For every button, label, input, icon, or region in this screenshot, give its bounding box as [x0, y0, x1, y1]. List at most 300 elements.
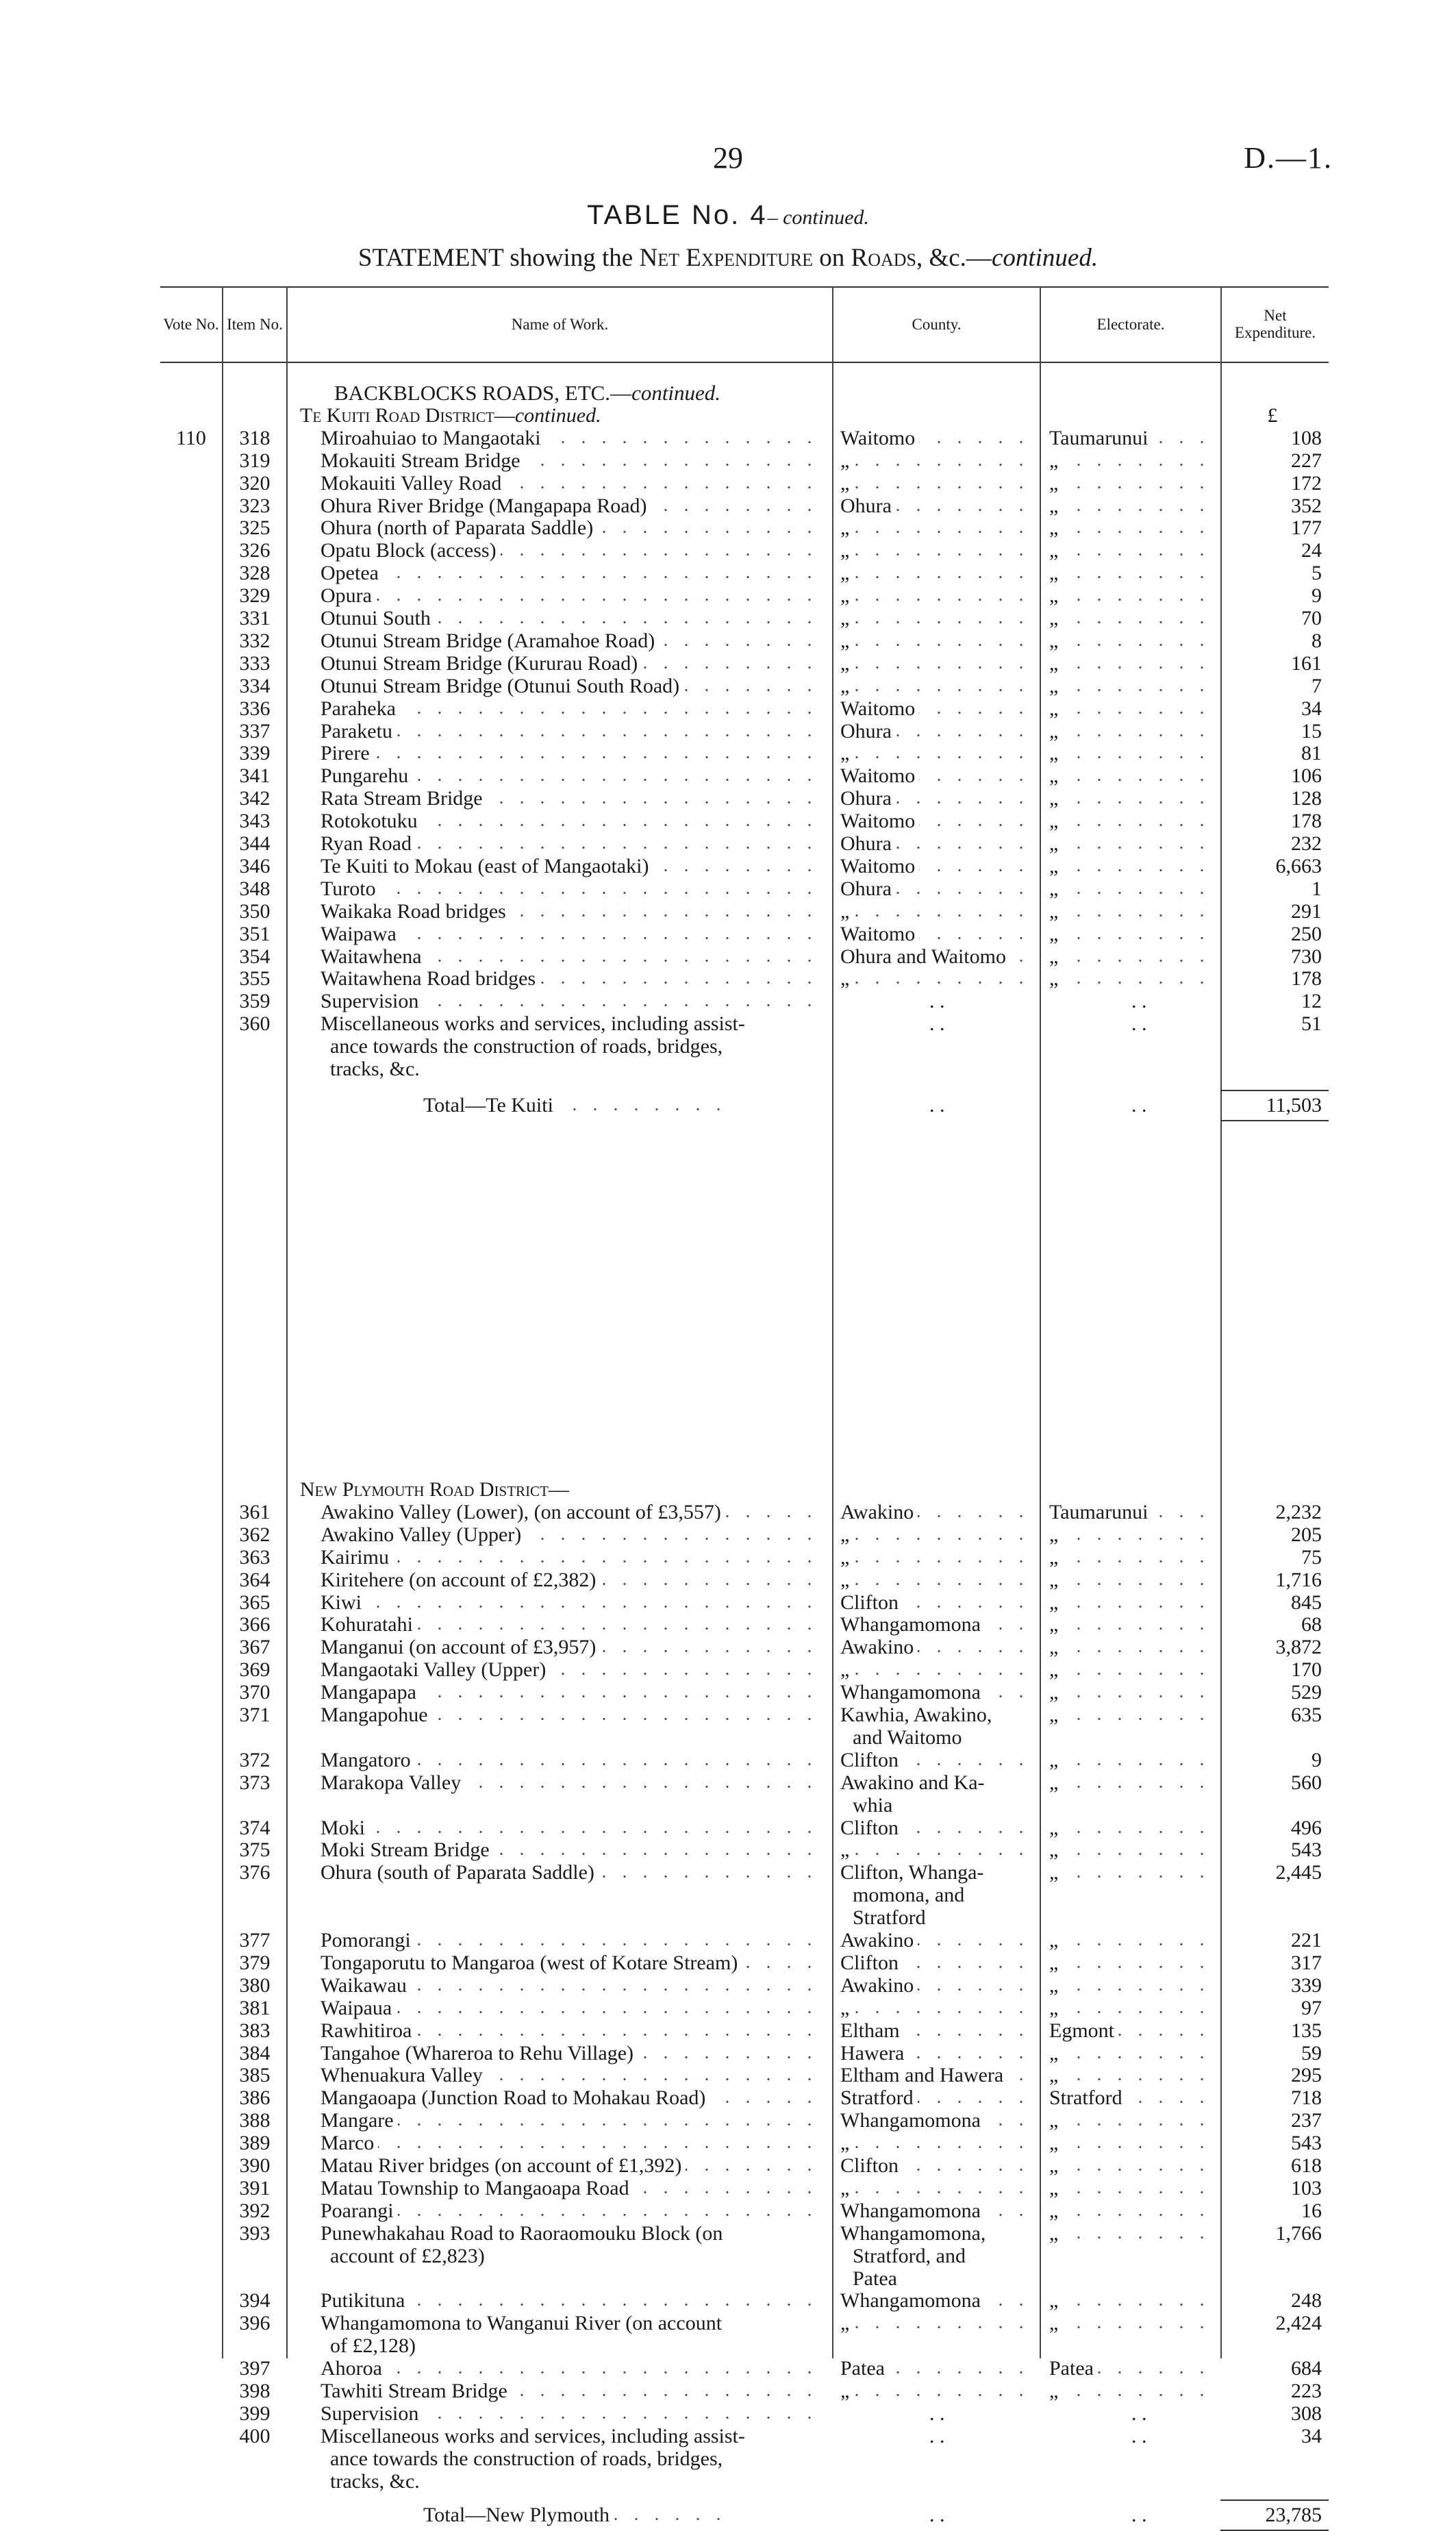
net-expenditure-value: 352	[1291, 494, 1322, 517]
work-name: Ohura River Bridge (Mangapapa Road)	[321, 495, 823, 517]
electorate-value: „	[1049, 2132, 1215, 2154]
net-expenditure-value: 170	[1291, 1658, 1322, 1682]
header-vote-no: Vote No.	[163, 315, 219, 333]
net-expenditure-value: 34	[1301, 2424, 1322, 2447]
statement-heading	[0, 243, 1456, 273]
item-number: 367	[239, 1636, 271, 1659]
te-kuiti-district-title-continued: continued.	[514, 403, 601, 427]
item-number: 388	[239, 2109, 271, 2132]
work-name: Miscellaneous works and services, including assist-	[321, 1012, 745, 1036]
work-name: Te Kuiti to Mokau (east of Mangaotaki)	[321, 855, 823, 877]
electorate-value: „	[1049, 2380, 1215, 2402]
electorate-value: „	[1049, 1681, 1215, 1704]
statement-lead: STATEMENT	[357, 244, 504, 272]
net-expenditure-value: 291	[1291, 899, 1322, 923]
net-expenditure-value: 51	[1301, 1012, 1322, 1036]
net-expenditure-value: 2,445	[1275, 1861, 1322, 1884]
county-value: „	[840, 1546, 1034, 1569]
work-name: Waikawau	[321, 1974, 823, 1997]
item-number: 331	[239, 607, 271, 629]
electorate-value: „	[1049, 923, 1215, 945]
work-name: Punewhakahau Road to Raoraomouku Block (on	[321, 2221, 723, 2245]
county-value: Ohura	[840, 720, 1034, 743]
electorate-value: „	[1049, 855, 1215, 877]
work-name: Mangare	[321, 2109, 823, 2132]
item-number: 386	[239, 2086, 271, 2110]
net-expenditure-value: 248	[1291, 2289, 1322, 2312]
header-electorate: Electorate.	[1096, 315, 1165, 333]
county-value: . .	[929, 990, 945, 1013]
electorate-value: „	[1049, 2109, 1215, 2132]
expenditure-table	[160, 286, 1329, 2526]
work-name: Pirere	[321, 742, 823, 764]
net-expenditure-value: 237	[1291, 2109, 1322, 2132]
work-name: Otunui Stream Bridge (Aramahoe Road)	[321, 629, 823, 652]
net-expenditure-value: 496	[1291, 1816, 1322, 1839]
total-value: 11,503	[1266, 1093, 1322, 1117]
electorate-value: „	[1049, 787, 1215, 810]
work-name: Moki	[321, 1817, 823, 1839]
work-name: Matau Township to Mangaoapa Road	[321, 2177, 823, 2199]
electorate-value: „	[1049, 495, 1215, 517]
work-name: Moki Stream Bridge	[321, 1838, 823, 1861]
county-value-continued: Stratford	[853, 1906, 926, 1930]
header-net-expenditure: Net Expenditure.	[1234, 307, 1316, 341]
net-expenditure-value: 2,232	[1275, 1500, 1322, 1523]
electorate-value: . .	[1131, 1012, 1147, 1036]
item-number: 399	[239, 2402, 271, 2425]
work-name: Rawhitiroa	[321, 2019, 823, 2042]
item-number: 348	[239, 877, 271, 900]
item-number: 342	[239, 787, 271, 810]
electorate-value: „	[1049, 449, 1215, 472]
work-name: Waitawhena	[321, 945, 823, 968]
electorate-value: „	[1049, 945, 1215, 968]
county-value: „	[840, 1838, 1034, 1861]
net-expenditure-value: 172	[1291, 471, 1322, 495]
item-number: 398	[239, 2380, 271, 2402]
electorate-value: „	[1049, 1591, 1215, 1614]
electorate-value: „	[1049, 1546, 1215, 1569]
item-number: 366	[239, 1613, 271, 1636]
work-name: Ohura (south of Paparata Saddle)	[321, 1861, 823, 1884]
net-expenditure-value: 9	[1311, 584, 1322, 608]
item-number: 385	[239, 2064, 271, 2087]
county-value: Ohura	[840, 877, 1034, 900]
table-title-text: TABLE No. 4	[587, 200, 768, 230]
work-name: Paraketu	[321, 720, 823, 743]
net-expenditure-value: 2,424	[1275, 2312, 1322, 2335]
electorate-value: „	[1049, 764, 1215, 787]
county-value: Clifton	[840, 1952, 1034, 1974]
work-name: Pomorangi	[321, 1929, 823, 1952]
te-kuiti-district-title-text: Te Kuiti Road District—	[300, 403, 515, 427]
county-value: „	[840, 449, 1034, 472]
net-expenditure-value: 75	[1301, 1545, 1322, 1569]
electorate-value: . .	[1131, 1093, 1147, 1117]
net-expenditure-value: 70	[1301, 607, 1322, 629]
new-plymouth-district-title	[300, 1478, 569, 1501]
work-name: Mokauiti Valley Road	[321, 472, 823, 495]
work-name-continued: account of £2,823)	[330, 2244, 485, 2267]
work-name: Kiritehere (on account of £2,382)	[321, 1569, 823, 1591]
work-name: Otunui Stream Bridge (Kururau Road)	[321, 652, 823, 675]
work-name: Rotokotuku	[321, 810, 823, 832]
work-name: Opatu Block (access)	[321, 539, 823, 562]
electorate-value: „	[1049, 562, 1215, 584]
electorate-value: . .	[1131, 2424, 1147, 2447]
county-value: Whangamomona	[840, 2199, 1034, 2222]
net-expenditure-value: 59	[1301, 2041, 1322, 2065]
net-expenditure-value: 635	[1291, 1704, 1322, 1726]
electorate-value: „	[1049, 607, 1215, 629]
county-value-continued: Stratford, and	[853, 2244, 966, 2267]
net-expenditure-value: 1,766	[1275, 2221, 1322, 2245]
item-number: 394	[239, 2289, 271, 2312]
item-number: 337	[239, 719, 271, 743]
net-expenditure-value: 178	[1291, 967, 1322, 990]
electorate-value: „	[1049, 832, 1215, 855]
electorate-value: „	[1049, 516, 1215, 539]
net-expenditure-value: 6,663	[1275, 854, 1322, 877]
work-name: Otunui Stream Bridge (Otunui South Road)	[321, 675, 823, 697]
header-bottom-rule	[160, 362, 1329, 363]
work-name: Mangaotaki Valley (Upper)	[321, 1658, 823, 1681]
electorate-value: Stratford	[1049, 2086, 1215, 2109]
item-number: 379	[239, 1951, 271, 1974]
work-name: Awakino Valley (Lower), (on account of £3,557)	[321, 1501, 823, 1523]
county-value: Awakino	[840, 1974, 1034, 1997]
item-number: 359	[239, 990, 271, 1013]
net-expenditure-value: 295	[1291, 2064, 1322, 2087]
net-expenditure-value: 24	[1301, 539, 1322, 562]
net-expenditure-value: 7	[1311, 674, 1322, 697]
currency-symbol: £	[1267, 403, 1278, 427]
electorate-value: „	[1049, 1952, 1215, 1974]
work-name: Whangamomona to Wanganui River (on account	[321, 2312, 723, 2335]
county-value: . .	[929, 1093, 945, 1117]
county-value: . .	[929, 2503, 945, 2526]
work-name: Marco	[321, 2132, 823, 2154]
item-number: 369	[239, 1658, 271, 1682]
county-value: Eltham and Hawera	[840, 2064, 1034, 2086]
electorate-value: „	[1049, 1861, 1215, 1884]
net-expenditure-value: 232	[1291, 832, 1322, 855]
item-number: 334	[239, 674, 271, 697]
work-name: Mangaoapa (Junction Road to Mohakau Road)	[321, 2086, 823, 2109]
work-name-continued: tracks, &c.	[330, 2469, 420, 2493]
county-value: Waitomo	[840, 427, 1034, 449]
work-name: Ryan Road	[321, 832, 823, 855]
work-name-continued: ance towards the construction of roads, bridges,	[330, 2447, 723, 2470]
net-expenditure-value: 1	[1311, 877, 1322, 900]
county-value: Waitomo	[840, 855, 1034, 877]
statement-roads: Roads	[851, 244, 916, 272]
work-name: Kohuratahi	[321, 1613, 823, 1636]
electorate-value: „	[1049, 742, 1215, 764]
item-number: 363	[239, 1545, 271, 1569]
work-name: Pungarehu	[321, 764, 823, 787]
item-number: 339	[239, 742, 271, 765]
work-name: Waipaua	[321, 1997, 823, 2019]
electorate-value: „	[1049, 2154, 1215, 2177]
county-value-continued: and Waitomo	[853, 1725, 962, 1749]
county-value: „	[840, 472, 1034, 495]
electorate-value: „	[1049, 1704, 1215, 1726]
net-expenditure-value: 8	[1311, 629, 1322, 652]
county-value: „	[840, 1523, 1034, 1546]
electorate-value: . .	[1131, 2402, 1147, 2425]
item-number: 336	[239, 697, 271, 720]
item-number: 400	[239, 2424, 271, 2447]
statement-end: , &c.—	[916, 244, 992, 272]
electorate-value: „	[1049, 472, 1215, 495]
county-value: „	[840, 2380, 1034, 2402]
item-number: 325	[239, 516, 271, 540]
work-name: Ahoroa	[321, 2357, 823, 2380]
county-value: „	[840, 742, 1034, 764]
net-expenditure-value: 308	[1291, 2402, 1322, 2425]
net-expenditure-value: 718	[1291, 2086, 1322, 2110]
net-expenditure-value: 5	[1311, 562, 1322, 585]
column-divider	[1220, 286, 1222, 2358]
electorate-value: „	[1049, 1613, 1215, 1636]
work-name: Mangapapa	[321, 1681, 823, 1704]
electorate-value: Taumarunui	[1049, 427, 1215, 449]
work-name-continued: tracks, &c.	[330, 1058, 420, 1080]
net-expenditure-value: 339	[1291, 1973, 1322, 1997]
work-name: Marakopa Valley	[321, 1771, 823, 1794]
net-expenditure-value: 106	[1291, 764, 1322, 788]
net-expenditure-value: 1,716	[1275, 1568, 1322, 1591]
net-expenditure-value: 81	[1301, 742, 1322, 765]
electorate-value: „	[1049, 1523, 1215, 1546]
table-title	[0, 200, 1456, 231]
work-name: Poarangi	[321, 2199, 823, 2222]
county-value: Clifton	[840, 2154, 1034, 2177]
county-value: „	[840, 629, 1034, 652]
electorate-value: „	[1049, 584, 1215, 607]
item-number: 365	[239, 1591, 271, 1614]
header-name-of-work: Name of Work.	[511, 315, 609, 333]
net-expenditure-value: 317	[1291, 1951, 1322, 1974]
work-name: Paraheka	[321, 697, 823, 720]
county-value: Clifton	[840, 1817, 1034, 1839]
item-number: 377	[239, 1929, 271, 1952]
net-expenditure-value: 560	[1291, 1771, 1322, 1794]
document-reference: D.—1.	[1244, 141, 1333, 175]
county-value: Stratford	[840, 2086, 1034, 2109]
electorate-value: . .	[1131, 990, 1147, 1013]
net-expenditure-value: 68	[1301, 1613, 1322, 1636]
county-value: Awakino	[840, 1929, 1034, 1952]
item-number: 381	[239, 1996, 271, 2019]
county-value: „	[840, 516, 1034, 539]
section-heading-continued: continued.	[631, 381, 721, 405]
electorate-value: „	[1049, 1569, 1215, 1591]
county-value: Awakino	[840, 1636, 1034, 1658]
county-value: Ohura	[840, 832, 1034, 855]
item-number: 351	[239, 922, 271, 945]
net-expenditure-value: 103	[1291, 2176, 1322, 2199]
county-value: „	[840, 2132, 1034, 2154]
net-expenditure-value: 3,872	[1275, 1636, 1322, 1659]
item-number: 361	[239, 1500, 271, 1523]
item-number: 332	[239, 629, 271, 652]
electorate-value: „	[1049, 2312, 1215, 2334]
county-value: Patea	[840, 2357, 1034, 2380]
column-divider	[1040, 286, 1041, 2358]
electorate-value: „	[1049, 2199, 1215, 2222]
electorate-value: „	[1049, 1636, 1215, 1658]
county-value: Clifton, Whanga-	[840, 1861, 984, 1884]
county-value-continued: Patea	[853, 2267, 897, 2290]
item-number: 333	[239, 651, 271, 675]
electorate-value: „	[1049, 1974, 1215, 1997]
header-item-no: Item No.	[227, 315, 283, 333]
item-number: 384	[239, 2041, 271, 2065]
net-expenditure-value: 223	[1291, 2380, 1322, 2402]
net-expenditure-value: 97	[1301, 1996, 1322, 2019]
county-value: Hawera	[840, 2042, 1034, 2065]
net-expenditure-value: 15	[1301, 719, 1322, 743]
item-number: 341	[239, 764, 271, 788]
electorate-value: „	[1049, 877, 1215, 900]
net-expenditure-value: 108	[1291, 426, 1322, 449]
county-value: Waitomo	[840, 810, 1034, 832]
net-expenditure-value: 250	[1291, 922, 1322, 945]
electorate-value: „	[1049, 2064, 1215, 2086]
total-rule	[1220, 2499, 1329, 2501]
net-expenditure-value: 34	[1301, 697, 1322, 720]
electorate-value: „	[1049, 2222, 1215, 2245]
item-number: 391	[239, 2176, 271, 2199]
total-rule	[1220, 1090, 1329, 1091]
work-name: Ohura (north of Paparata Saddle)	[321, 516, 823, 539]
item-number: 374	[239, 1816, 271, 1839]
county-value: „	[840, 539, 1034, 562]
electorate-value: „	[1049, 652, 1215, 675]
electorate-value: „	[1049, 1817, 1215, 1839]
item-number: 354	[239, 945, 271, 968]
electorate-value: Patea	[1049, 2357, 1215, 2380]
total-rule	[1220, 1120, 1329, 1121]
electorate-value: „	[1049, 1749, 1215, 1771]
net-expenditure-value: 16	[1301, 2199, 1322, 2222]
total-label: Total—New Plymouth	[423, 2504, 731, 2526]
item-number: 318	[239, 426, 271, 449]
county-value: „	[840, 607, 1034, 629]
county-value: Ohura	[840, 787, 1034, 810]
work-name: Opura	[321, 584, 823, 607]
column-divider	[832, 286, 833, 2358]
work-name: Matau River bridges (on account of £1,392)	[321, 2154, 823, 2177]
item-number: 319	[239, 449, 271, 472]
county-value: „	[840, 675, 1034, 697]
item-number: 360	[239, 1012, 271, 1036]
work-name: Supervision	[321, 990, 823, 1012]
work-name-continued: ance towards the construction of roads, bridges,	[330, 1035, 723, 1058]
county-value: „	[840, 1569, 1034, 1591]
work-name: Tawhiti Stream Bridge	[321, 2380, 823, 2402]
item-number: 364	[239, 1568, 271, 1591]
county-value: Whangamomona	[840, 1681, 1034, 1704]
county-value: Waitomo	[840, 764, 1034, 787]
county-value: . .	[929, 2424, 945, 2447]
net-expenditure-value: 9	[1311, 1748, 1322, 1771]
item-number: 389	[239, 2132, 271, 2155]
work-name: Miroahuiao to Mangaotaki	[321, 427, 823, 449]
electorate-value: . .	[1131, 2503, 1147, 2526]
work-name: Mokauiti Stream Bridge	[321, 449, 823, 472]
electorate-value: „	[1049, 1771, 1215, 1794]
county-value: Whangamomona,	[840, 2221, 986, 2245]
electorate-value: „	[1049, 1658, 1215, 1681]
new-plymouth-district-title-text: New Plymouth Road District—	[300, 1478, 569, 1501]
item-number: 362	[239, 1523, 271, 1546]
item-number: 390	[239, 2154, 271, 2177]
net-expenditure-value: 128	[1291, 787, 1322, 810]
county-value: Whangamomona	[840, 2109, 1034, 2132]
county-value: Awakino and Ka-	[840, 1771, 985, 1794]
work-name: Kairimu	[321, 1546, 823, 1569]
county-value: Awakino	[840, 1501, 1034, 1523]
work-name: Turoto	[321, 877, 823, 900]
electorate-value: „	[1049, 967, 1215, 990]
net-expenditure-value: 227	[1291, 449, 1322, 472]
county-value: Whangamomona	[840, 1613, 1034, 1636]
item-number: 329	[239, 584, 271, 608]
county-value: „	[840, 900, 1034, 923]
county-value: „	[840, 2312, 1034, 2334]
net-expenditure-value: 618	[1291, 2154, 1322, 2177]
county-value: „	[840, 967, 1034, 990]
item-number: 323	[239, 494, 271, 517]
work-name: Kiwi	[321, 1591, 823, 1614]
county-value: Ohura and Waitomo	[840, 945, 1034, 968]
section-heading-text: BACKBLOCKS ROADS, ETC.—	[334, 381, 632, 405]
vote-number: 110	[176, 426, 206, 449]
county-value: „	[840, 652, 1034, 675]
county-value: Waitomo	[840, 697, 1034, 720]
page-number: 29	[713, 141, 743, 175]
electorate-value: „	[1049, 629, 1215, 652]
work-name: Supervision	[321, 2402, 823, 2425]
county-value: „	[840, 2177, 1034, 2199]
county-value: „	[840, 584, 1034, 607]
net-expenditure-value: 543	[1291, 2132, 1322, 2155]
net-expenditure-value: 135	[1291, 2019, 1322, 2042]
net-expenditure-value: 12	[1301, 990, 1322, 1013]
work-name: Otunui South	[321, 607, 823, 629]
county-value: Whangamomona	[840, 2289, 1034, 2312]
net-expenditure-value: 684	[1291, 2357, 1322, 2380]
net-expenditure-value: 529	[1291, 1681, 1322, 1704]
work-name: Waikaka Road bridges	[321, 900, 823, 923]
item-number: 383	[239, 2019, 271, 2042]
work-name: Mangapohue	[321, 1704, 823, 1726]
electorate-value: „	[1049, 2289, 1215, 2312]
statement-tail: on	[813, 244, 851, 272]
item-number: 355	[239, 967, 271, 990]
statement-subject: Net Expenditure	[639, 244, 814, 272]
electorate-value: „	[1049, 539, 1215, 562]
county-value: Waitomo	[840, 923, 1034, 945]
work-name: Waitawhena Road bridges	[321, 967, 823, 990]
county-value: Ohura	[840, 495, 1034, 517]
work-name: Whenuakura Valley	[321, 2064, 823, 2086]
work-name: Tangahoe (Whareroa to Rehu Village)	[321, 2042, 823, 2065]
